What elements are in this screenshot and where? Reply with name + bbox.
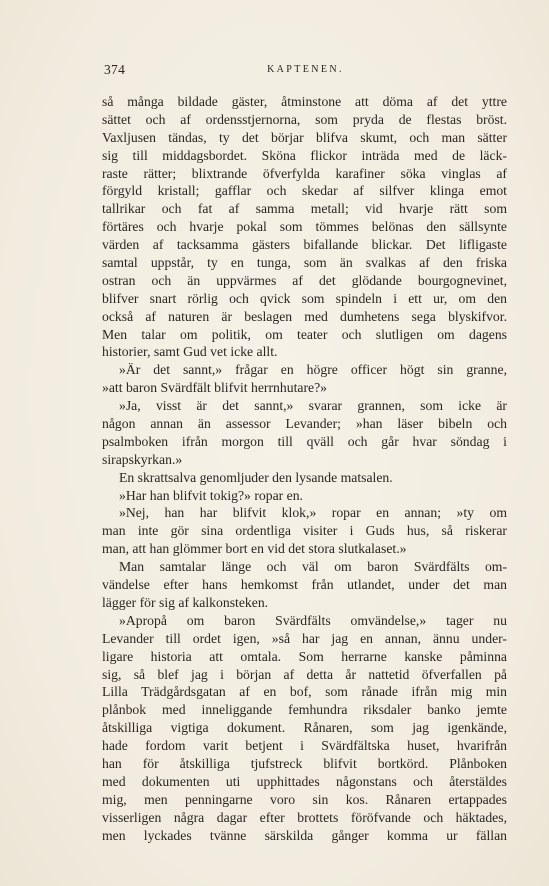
text-line: mig, men penningarne voro sin kos. Rånaren ertappades (102, 791, 507, 807)
text-line: åtskilliga vigtiga dokument. Rånaren, som jag igenkände, (102, 720, 507, 736)
page-number: 374 (104, 62, 126, 77)
text-line: visserligen några dagar efter brottets föröfvande och häktades, (102, 809, 507, 825)
text-line: »Är det sannt,» frågar en högre officer högt sin granne, (119, 362, 507, 378)
text-line: så många bildade gäster, åtminstone att döma af det yttre (102, 94, 507, 109)
page-header (104, 62, 507, 78)
text-line: förtäres och hvarje pokal som tömmes belönas den sällsynte (102, 219, 507, 235)
text-line: blifver snart rörlig och qvick som spindeln i ett ur, om den (102, 290, 507, 306)
text-line: »Ja, visst är det sannt,» svarar grannen, som icke är (119, 398, 507, 414)
text-line: historier, samt Gud vet icke allt. (102, 344, 278, 360)
text-line: »att baron Svärdfält blifvit herrnhutare?» (102, 380, 328, 396)
text-line: »Apropå om baron Svärdfälts omvändelse,» tager nu (119, 612, 507, 628)
text-line: man, att han glömmer bort en vid det stora slutkalaset.» (102, 541, 407, 557)
text-line: psalmboken ifrån morgon till qväll och går hvar söndag i (102, 433, 507, 449)
running-title: KAPTENEN. (267, 64, 344, 75)
text-line: Men talar om politik, om teater och slutligen om dagens (102, 326, 507, 342)
text-line: ligare historia att omtala. Som herrarne kanske påminna (102, 648, 507, 664)
text-line: Vaxljusen tändas, ty det börjar blifva skumt, och man sätter (102, 129, 507, 145)
text-line: värden af tacksamma gästers bifallande blickar. Det lifligaste (102, 237, 507, 253)
text-line: vändelse efter hans hemkomst från utlandet, under det man (102, 577, 507, 593)
text-line: samtal uppstår, ty en tunga, som än svalkas af den friska (102, 255, 507, 271)
text-line: tallrikar och fat af samma metall; vid hvarje rätt som (102, 201, 507, 217)
text-line: Man samtalar länge och väl om baron Svärdfälts om- (119, 559, 507, 575)
text-line: lägger för sig af kalkonsteken. (102, 594, 269, 610)
text-line: han för åtskilliga tjufstreck blifvit bortkörd. Plånboken (102, 755, 507, 771)
text-line: med dokumenten uti upphittades någonstans och återstäldes (102, 773, 507, 789)
text-line: »Nej, han har blifvit klok,» ropar en annan; »ty om (119, 505, 507, 521)
text-line: också af naturen är beslagen med dumhetens sega blyskifvor. (102, 308, 507, 324)
text-line: förgyld kristall; gafflar och skedar af silfver klinga emot (102, 183, 507, 199)
text-line: Lilla Trädgårdsgatan af en bof, som rånade ifrån mig min (102, 684, 507, 700)
text-line: Levander till ordet igen, »så har jag en annan, ännu under- (102, 630, 507, 646)
text-line: hade fordom varit betjent i Svärdfältska huset, hvarifrån (102, 738, 507, 754)
text-line: raste rätter; blixtrande öfverfylda karafiner söka vinglas af (102, 165, 507, 181)
text-line: »Har han blifvit tokig?» ropar en. (119, 487, 303, 503)
text-line: någon annan än assessor Levander; »han läser bibeln och (102, 416, 507, 432)
text-line: sättet och af ordensstjernorna, som pryda de flestas bröst. (102, 111, 507, 127)
text-line: sig till middagsbordet. Sköna flickor inträda med de läck- (102, 147, 507, 163)
text-line: man inte gör sina ordentliga visiter i Guds hus, så riskerar (102, 523, 507, 539)
text-line: En skrattsalva genomljuder den lysande matsalen. (119, 469, 393, 485)
text-line: plånbok med inneliggande femhundra riksdaler banko jemte (102, 702, 507, 718)
text-line: men lyckades tvänne särskilda gånger komma ur fällan (102, 827, 507, 843)
text-line: ostran och än uppvärmes af det glödande bourgognevinet, (102, 272, 507, 288)
text-line: sig, så blef jag i början af detta år nattetid öfverfallen på (102, 666, 507, 682)
body-text (102, 93, 507, 844)
text-line: sirapskyrkan.» (102, 451, 183, 467)
